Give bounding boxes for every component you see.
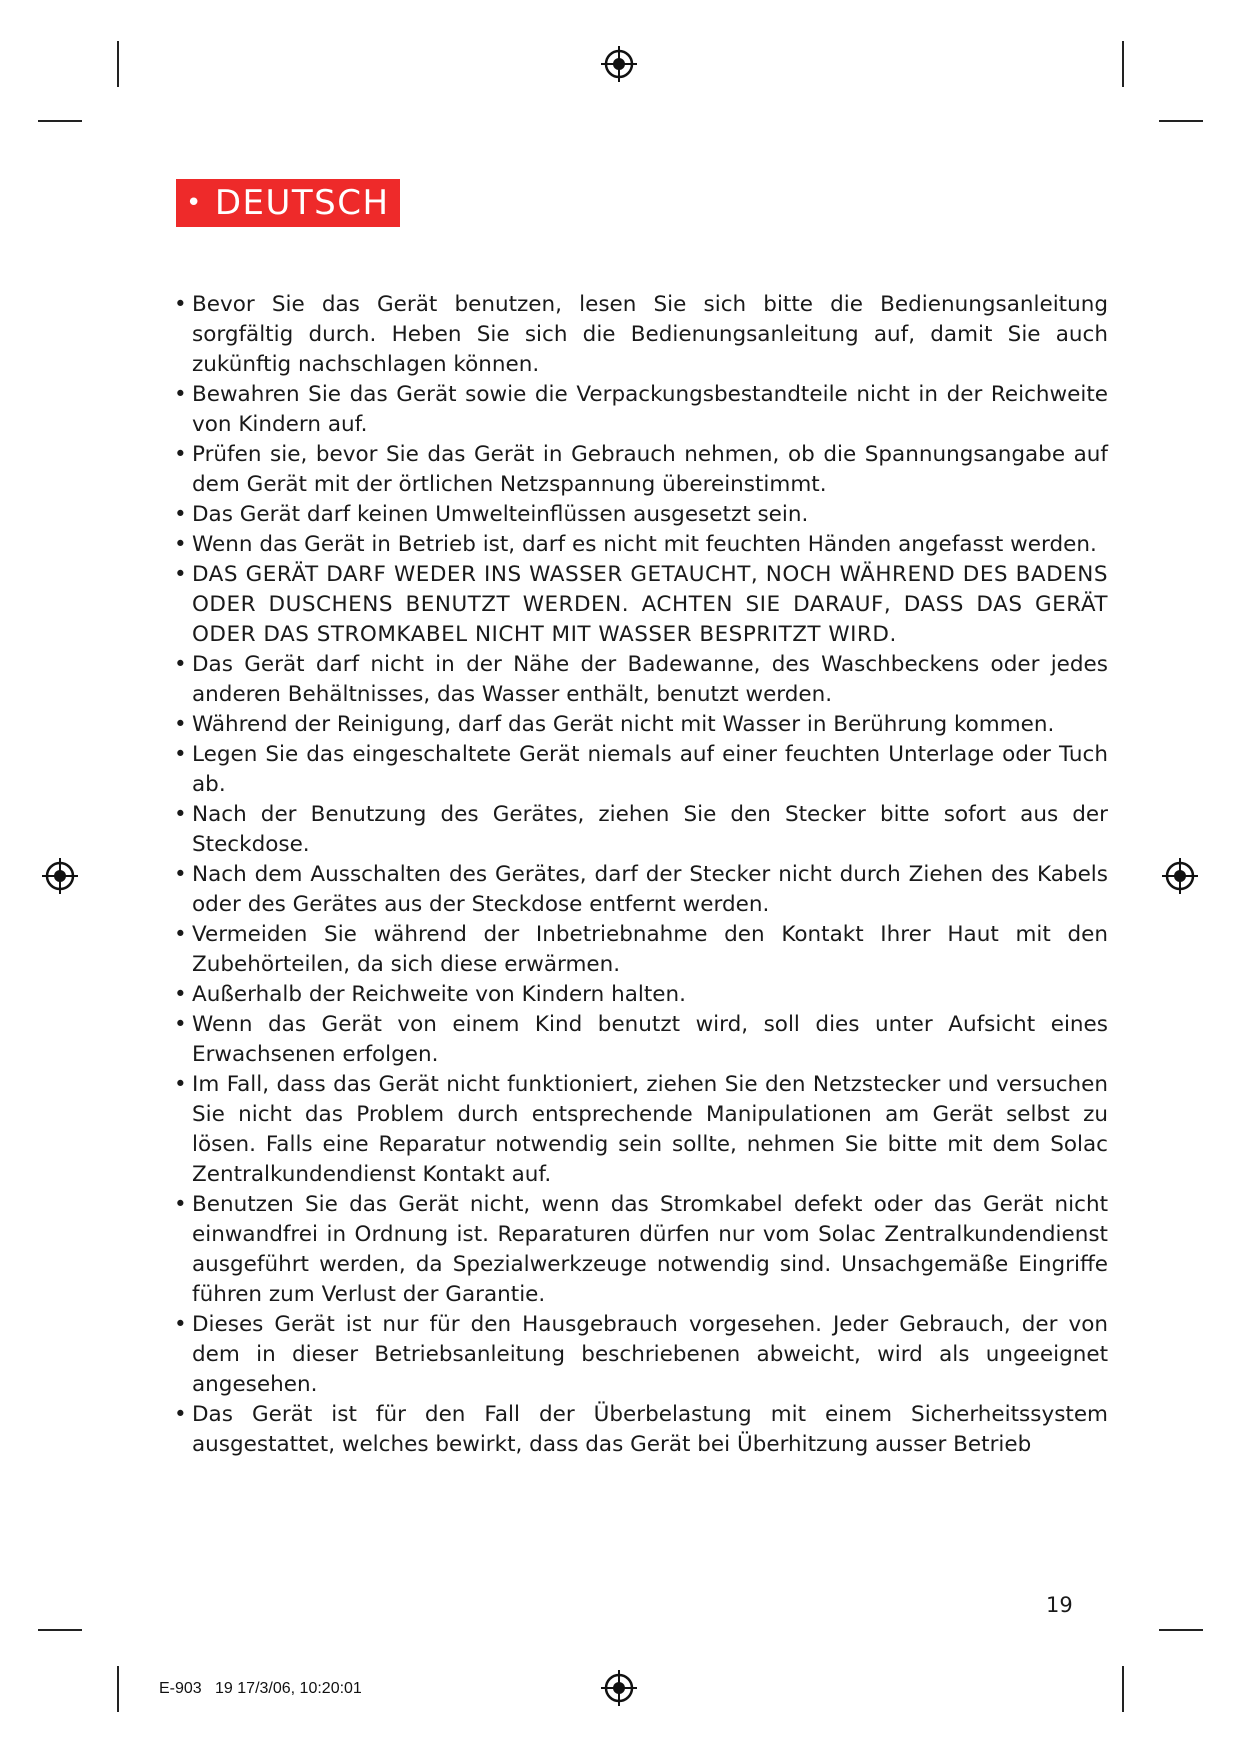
list-item: • Benutzen Sie das Gerät nicht, wenn das Stromkabel defekt oder das Gerät nicht einwandfrei in Ordnung ist. Reparaturen dürfen nur vom Solac Zentralkundendienst ausgeführt werden, da Spezialwerkzeuge notwendig sind. Unsachgemäße Eingriffe führen zum Verlust der Garantie. <box>174 1190 1108 1310</box>
list-item: • Bewahren Sie das Gerät sowie die Verpackungsbestandteile nicht in der Reichweite von Kindern auf. <box>174 380 1108 440</box>
list-item: • Während der Reinigung, darf das Gerät nicht mit Wasser in Berührung kommen. <box>174 710 1108 740</box>
crop-mark <box>38 120 82 122</box>
bullet-icon: • <box>186 188 203 218</box>
language-badge <box>176 179 400 227</box>
crop-mark <box>38 1629 82 1631</box>
list-item: • Wenn das Gerät von einem Kind benutzt wird, soll dies unter Aufsicht eines Erwachsenen erfolgen. <box>174 1010 1108 1070</box>
list-item: • Bevor Sie das Gerät benutzen, lesen Sie sich bitte die Bedienungsanleitung sorgfältig durch. Heben Sie sich die Bedienungsanleitung auf, damit Sie auch zukünftig nachschlagen können. <box>174 290 1108 380</box>
crop-mark <box>1159 120 1203 122</box>
list-item: • Das Gerät darf keinen Umwelteinflüssen ausgesetzt sein. <box>174 500 1108 530</box>
list-item: • Legen Sie das eingeschaltete Gerät niemals auf einer feuchten Unterlage oder Tuch ab. <box>174 740 1108 800</box>
list-item: • Das Gerät darf nicht in der Nähe der Badewanne, des Waschbeckens oder jedes anderen Behältnisses, das Wasser enthält, benutzt werden. <box>174 650 1108 710</box>
list-item: • Wenn das Gerät in Betrieb ist, darf es nicht mit feuchten Händen angefasst werden. <box>174 530 1108 560</box>
list-item: • Dieses Gerät ist nur für den Hausgebrauch vorgesehen. Jeder Gebrauch, der von dem in dieser Betriebsanleitung beschriebenen abweicht, wird als ungeeignet angesehen. <box>174 1310 1108 1400</box>
registration-mark-icon <box>599 44 639 84</box>
registration-mark-icon <box>599 1668 639 1708</box>
list-item: • Im Fall, dass das Gerät nicht funktioniert, ziehen Sie den Netzstecker und versuchen Sie nicht das Problem durch entsprechende Manipulationen am Gerät selbst zu lösen. Falls eine Reparatur notwendig sein sollte, nehmen Sie bitte mit dem Solac Zentralkundendienst Kontakt auf. <box>174 1070 1108 1190</box>
crop-mark <box>117 41 119 87</box>
print-footer: E-903 19 17/3/06, 10:20:01 <box>159 1680 362 1697</box>
list-item: • Vermeiden Sie während der Inbetriebnahme den Kontakt Ihrer Haut mit den Zubehörteilen, da sich diese erwärmen. <box>174 920 1108 980</box>
crop-mark <box>117 1666 119 1712</box>
crop-mark <box>1122 41 1124 87</box>
list-item: • DAS GERÄT DARF WEDER INS WASSER GETAUCHT, NOCH WÄHREND DES BADENS ODER DUSCHENS BENUTZT WERDEN. ACHTEN SIE DARAUF, DASS DAS GERÄT ODER DAS STROMKABEL NICHT MIT WASSER BESPRITZT WIRD. <box>174 560 1108 650</box>
crop-mark <box>1159 1629 1203 1631</box>
list-item: • Nach dem Ausschalten des Gerätes, darf der Stecker nicht durch Ziehen des Kabels oder des Gerätes aus der Steckdose entfernt werden. <box>174 860 1108 920</box>
list-item: • Außerhalb der Reichweite von Kindern halten. <box>174 980 1108 1010</box>
list-item: • Das Gerät ist für den Fall der Überbelastung mit einem Sicherheitssystem ausgestattet, welches bewirkt, dass das Gerät bei Überhitzung ausser Betrieb <box>174 1400 1108 1460</box>
crop-mark <box>1122 1666 1124 1712</box>
page-number: 19 <box>1046 1593 1073 1617</box>
list-item: • Prüfen sie, bevor Sie das Gerät in Gebrauch nehmen, ob die Spannungsangabe auf dem Gerät mit der örtlichen Netzspannung übereinstimmt. <box>174 440 1108 500</box>
registration-mark-icon <box>1160 856 1200 896</box>
registration-mark-icon <box>40 856 80 896</box>
language-label: DEUTSCH <box>214 183 390 223</box>
list-item: • Nach der Benutzung des Gerätes, ziehen Sie den Stecker bitte sofort aus der Steckdose. <box>174 800 1108 860</box>
safety-instructions-list <box>174 290 1108 1460</box>
